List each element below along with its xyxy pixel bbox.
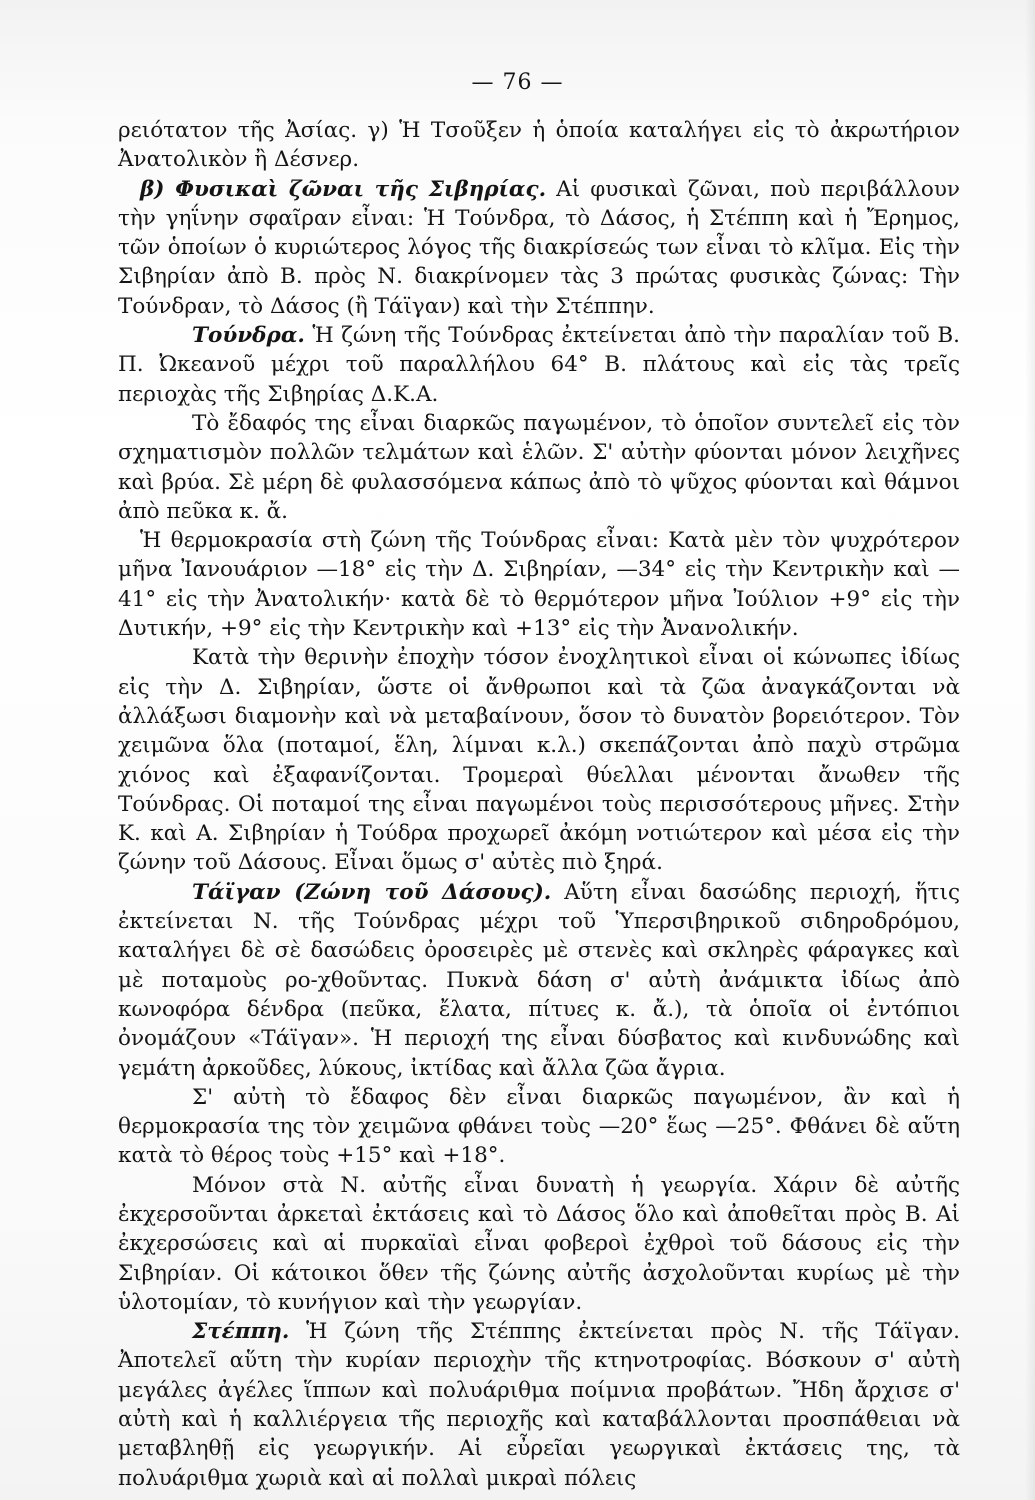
- paragraph-text: Ἡ θερμοκρασία στὴ ζώνη τῆς Τούνδρας εἶναι: Κατὰ μὲν τὸν ψυχρότερον μῆνα Ἰανουάριον —18° εἰς τὴν Δ. Σιβηρίαν, —34° εἰς τὴν Κεντρικὴν καὶ —41° εἰς τὴν Ἀνατολικήν· κατὰ δὲ τὸ θερμότερον μῆνα Ἰούλιον +9° εἰς τὴν Δυτικήν, +9° εἰς τὴν Κεντρικὴν καὶ +13° εἰς τὴν Ἀνανολικήν.: [118, 528, 960, 642]
- page-edge-shadow: [1025, 0, 1035, 1500]
- paragraph-taiga-soil: [118, 1083, 960, 1171]
- page-number: — 76 —: [471, 70, 564, 95]
- paragraph-tundra-soil: [118, 409, 960, 526]
- paragraph-text: Τὸ ἔδαφός της εἶναι διαρκῶς παγωμένον, τὸ ὁποῖον συντελεῖ εἰς τὸν σχηματισμὸν πολλῶν τελμάτων καὶ ἑλῶν. Σ' αὐτὴν φύονται μόνον λειχῆνες καὶ βρύα. Σὲ μέρη δὲ φυλασσόμενα κάπως ἀπὸ τὸ ψῦχος φύονται καὶ θάμνοι ἀπὸ πεῦκα κ. ἄ.: [118, 410, 960, 524]
- section-heading-taiga: Τάϊγαν (Ζώνη τοῦ Δάσους).: [192, 879, 552, 905]
- paragraph-natural-zones: [118, 175, 960, 321]
- paragraph-text: Ἡ ζώνη τῆς Τούνδρας ἐκτείνεται ἀπὸ τὴν παραλίαν τοῦ Β. Π. Ὠκεανοῦ μέχρι τοῦ παραλλήλου 64° Β. πλάτους καὶ εἰς τὰς τρεῖς περιοχὰς τῆς Σιβηρίας Δ.Κ.Α.: [118, 323, 960, 407]
- section-heading-tundra: Τούνδρα.: [192, 323, 305, 349]
- paragraph-tundra: [118, 321, 960, 409]
- paragraph-text: Μόνον στὰ Ν. αὐτῆς εἶναι δυνατὴ ἡ γεωργία. Χάριν δὲ αὐτῆς ἐκχερσοῦνται ἀρκεταὶ ἐκτάσεις καὶ τὸ Δάσος ὅλο καὶ ἀποθεῖται πρὸς Β. Αἱ ἐκχερσώσεις καὶ αἱ πυρκαϊαὶ εἶναι φοβεροὶ ἐχθροὶ τοῦ δάσους εἰς τὴν Σιβηρίαν. Οἱ κάτοικοι ὅθεν τῆς ζώνης αὐτῆς ἀσχολοῦνται κυρίως μὲ τὴν ὑλοτομίαν, τὸ κυνήγιον καὶ τὴν γεωργίαν.: [118, 1172, 960, 1315]
- paragraph-text: Κατὰ τὴν θερινὴν ἐποχὴν τόσον ἐνοχλητικοὶ εἶναι οἱ κώνωπες ἰδίως εἰς τὴν Δ. Σιβηρίαν, ὥστε οἱ ἄνθρωποι καὶ τὰ ζῶα ἀναγκάζονται νὰ ἀλλάξωσι διαμονὴν καὶ νὰ μεταβαίνουν, ὅσον τὸ δυνατὸν βορειότερον. Τὸν χειμῶνα ὅλα (ποταμοί, ἕλη, λίμναι κ.λ.) σκεπάζονται ἀπὸ παχὺ στρῶμα χιόνος καὶ ἐξαφανίζονται. Τρομεραὶ θύελλαι μένονται ἄνωθεν τῆς Τούνδρας. Οἱ ποταμοί της εἶναι παγωμένοι τοὺς περισσότερους μῆνες. Στὴν Κ. καὶ Α. Σιβηρίαν ἡ Τούδρα προχωρεῖ ἀκόμη νοτιώτερον καὶ μέσα εἰς τὴν ζώνην τοῦ Δάσους. Εἶναι ὅμως σ' αὐτὲς πιὸ ξηρά.: [118, 645, 960, 876]
- paragraph-text: Ἡ ζώνη τῆς Στέππης ἐκτείνεται πρὸς Ν. τῆς Τάϊγαν. Ἀποτελεῖ αὕτη τὴν κυρίαν περιοχὴν τῆς κτηνοτροφίας. Βόσκουν σ' αὐτὴ μεγάλες ἀγέλες ἵππων καὶ πολυάριθμα ποίμνια προβάτων. Ἤδη ἄρχισε σ' αὐτὴ καὶ ἡ καλλιέργεια τῆς περιοχῆς καὶ καταβάλλονται προσπάθειαι νὰ μεταβληθῇ εἰς γεωργικήν. Αἱ εὖρεῖαι γεωργικαὶ ἐκτάσεις της, τὰ πολυάριθμα χωριὰ καὶ αἱ πολλαὶ μικραὶ πόλεις: [118, 1319, 960, 1491]
- paragraph-text: Αὕτη εἶναι δασώδης περιοχή, ἥτις ἐκτείνεται Ν. τῆς Τούνδρας μέχρι τοῦ Ὑπερσιβηρικοῦ σιδηροδρόμου, καταλήγει δὲ σὲ δασώδεις ὀροσειρὲς μὲ στενὲς καὶ σκληρὲς φάραγκες καὶ μὲ ποταμοὺς ρο-χθοῦντας. Πυκνὰ δάση σ' αὐτὴ ἀνάμικτα ἰδίως ἀπὸ κωνοφόρα δένδρα (πεῦκα, ἔλατα, πίτυες κ. ἄ.), τὰ ὁποῖα οἱ ἐντόπιοι ὀνομάζουν «Τάϊγαν». Ἡ περιοχή της εἶναι δύσβατος καὶ κινδυνώδης καὶ γεμάτη ἀρκοῦδες, λύκους, ἰκτίδας καὶ ἄλλα ζῶα ἄγρια.: [118, 879, 960, 1081]
- paragraph-tundra-seasons: [118, 643, 960, 877]
- paragraph-taiga: [118, 878, 960, 1083]
- paragraph-taiga-agriculture: [118, 1171, 960, 1317]
- paragraph-text: Αἱ φυσικαὶ ζῶναι, ποὺ περιβάλλουν τὴν γηΐνην σφαῖραν εἶναι: Ἡ Τούνδρα, τὸ Δάσος, ἡ Στέππη καὶ ἡ Ἔρημος, τῶν ὁποίων ὁ κυριώτερος λόγος τῆς διακρίσεώς των εἶναι τὸ κλῖμα. Εἰς τὴν Σιβηρίαν ἀπὸ Β. πρὸς Ν. διακρίνομεν τὰς 3 πρώτας φυσικὰς ζώνας: Τὴν Τούνδραν, τὸ Δάσος (ἢ Τάϊγαν) καὶ τὴν Στέππην.: [118, 176, 960, 319]
- body-text: [118, 116, 960, 1493]
- paragraph-steppe: [118, 1317, 960, 1493]
- paragraph-continuation: [118, 116, 960, 175]
- section-heading-steppe: Στέππη.: [192, 1319, 290, 1345]
- section-heading-natural-zones: β) Φυσικαὶ ζῶναι τῆς Σιβηρίας.: [140, 176, 547, 202]
- paragraph-tundra-temperature: [118, 526, 960, 643]
- paragraph-text: Σ' αὐτὴ τὸ ἔδαφος δὲν εἶναι διαρκῶς παγωμένον, ἂν καὶ ἡ θερμοκρασία της τὸν χειμῶνα φθάνει τοὺς —20° ἕως —25°. Φθάνει δὲ αὕτη κατὰ τὸ θέρος τοὺς +15° καὶ +18°.: [118, 1084, 960, 1169]
- paragraph-text: ρειότατον τῆς Ἀσίας. γ) Ἡ Τσοῦξεν ἡ ὁποία καταλήγει εἰς τὸ ἀκρωτήριον Ἀνατολικὸν ἢ Δέσνερ.: [118, 118, 960, 173]
